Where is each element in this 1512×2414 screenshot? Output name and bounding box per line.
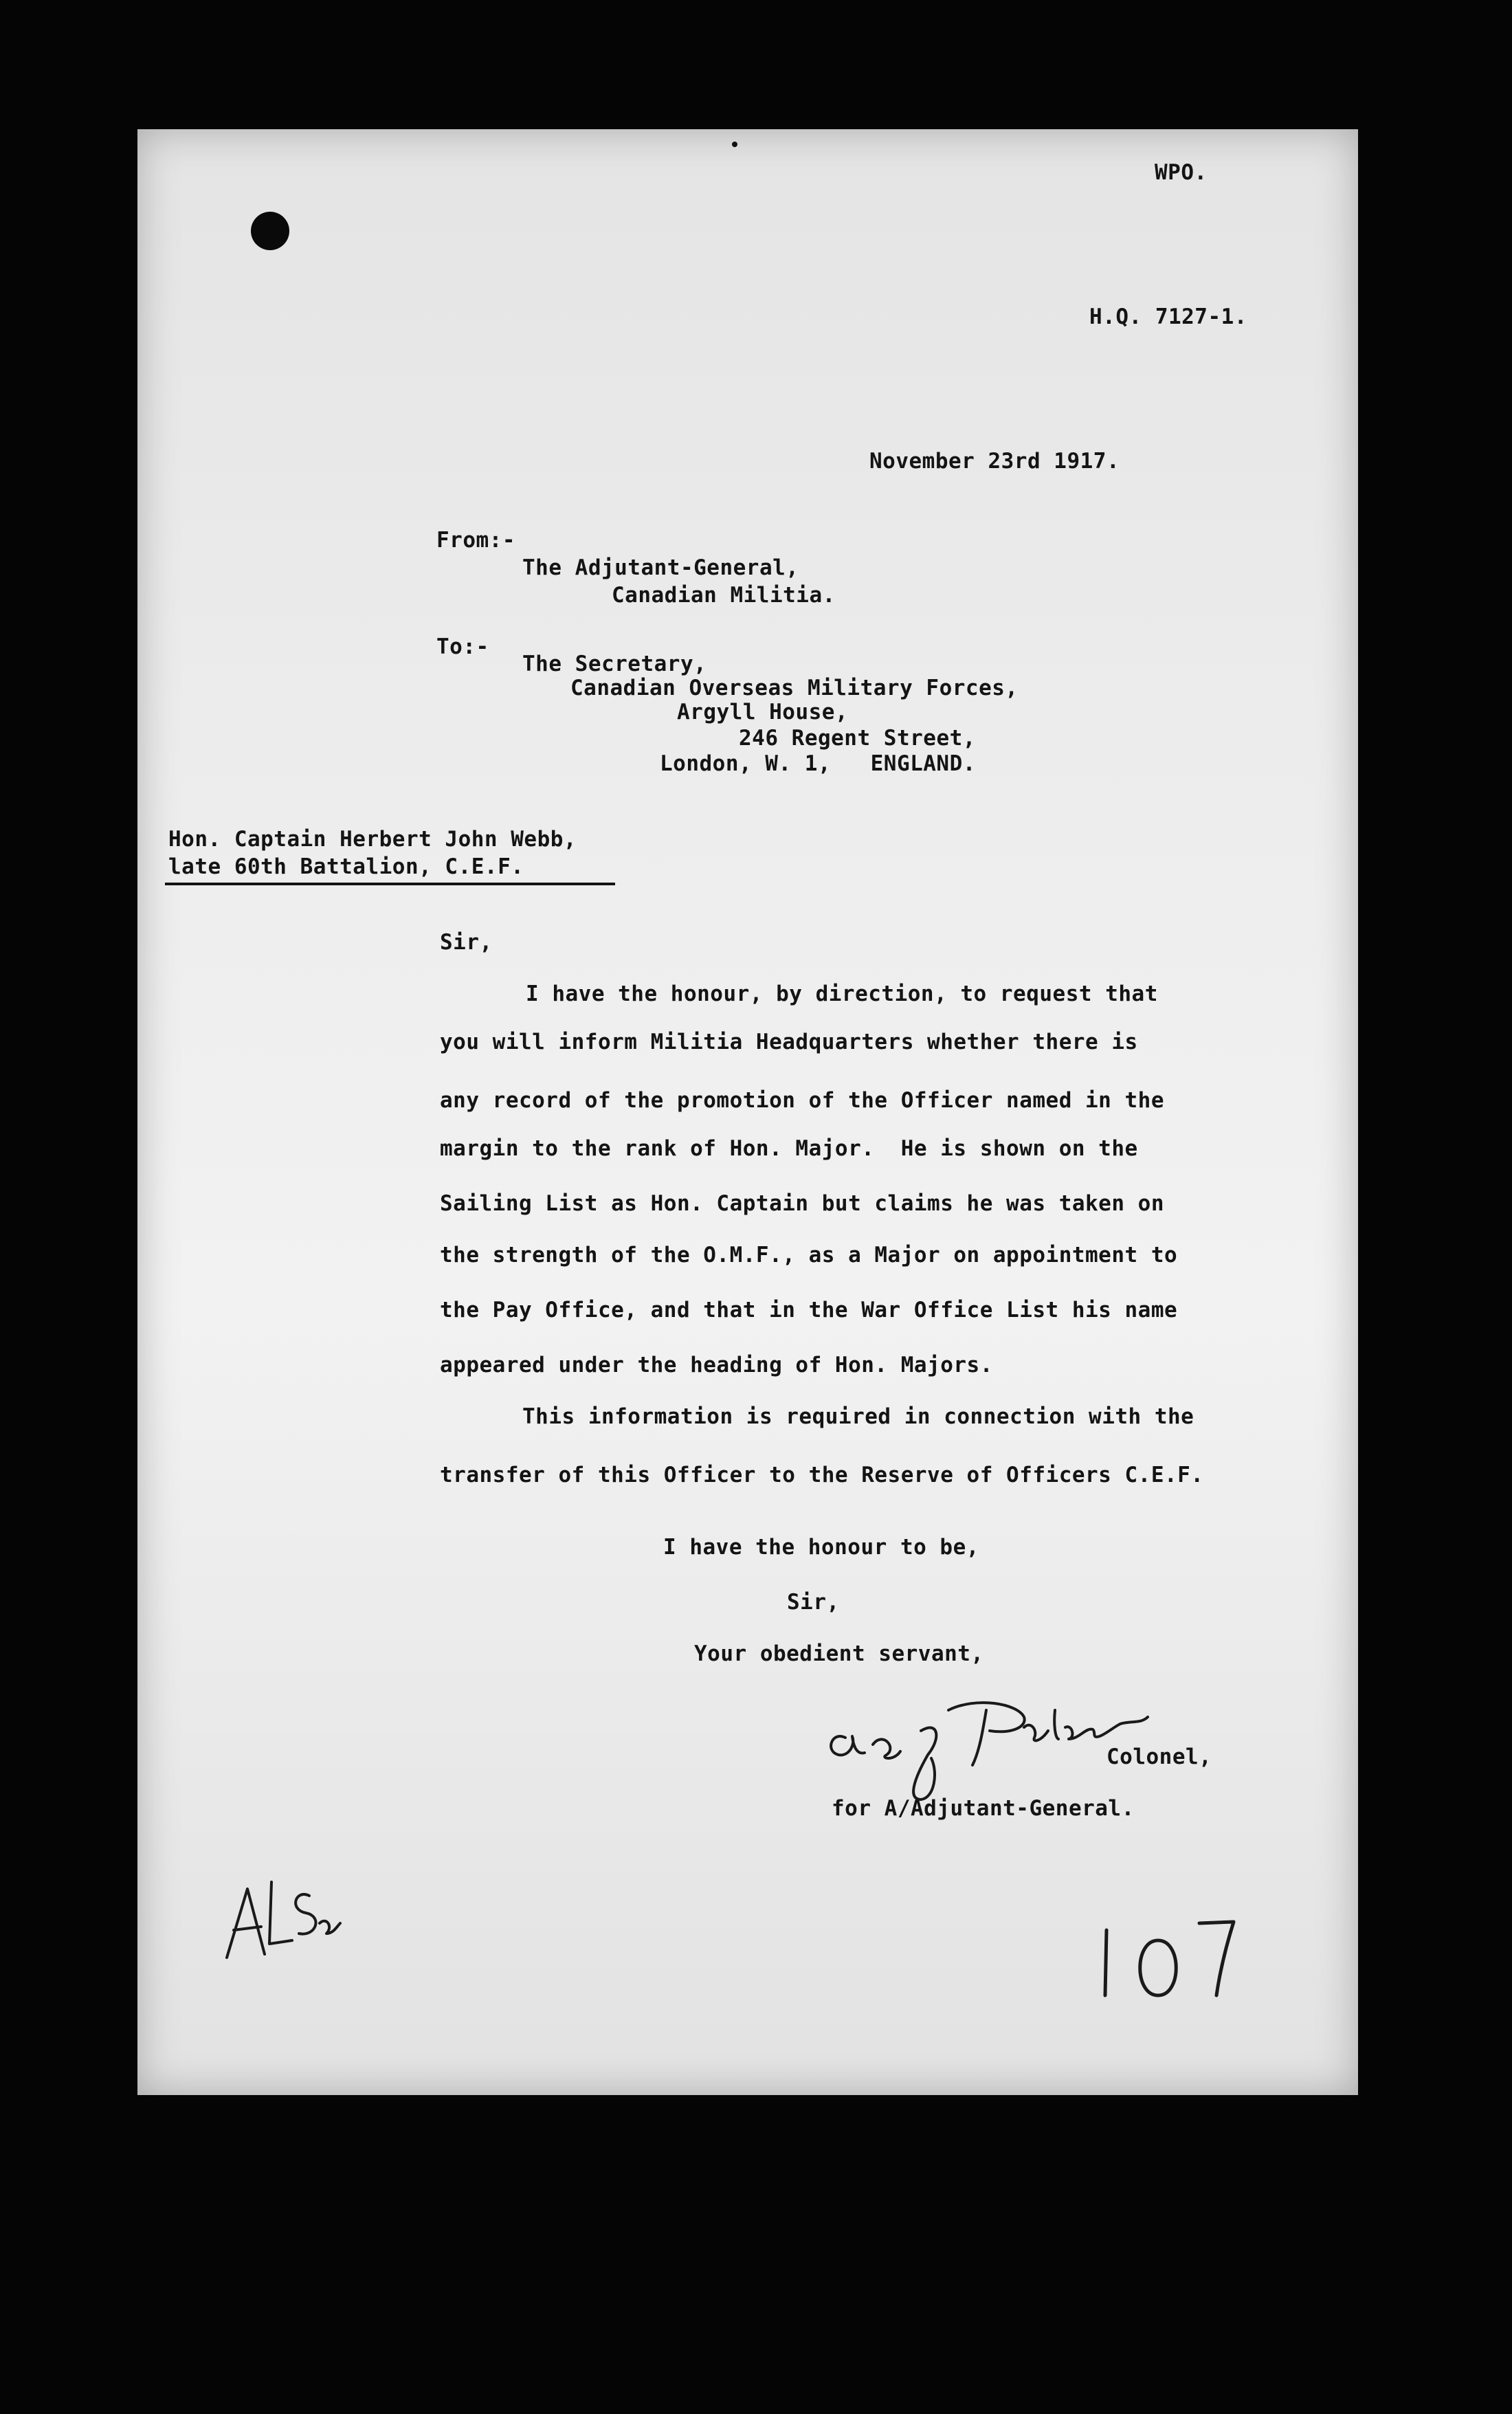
body-line: any record of the promotion of the Officer named in the <box>440 1088 1164 1113</box>
paragraph-line: transfer of this Officer to the Reserve of Officers C.E.F. <box>440 1463 1204 1487</box>
ink-dot <box>732 142 737 147</box>
from-label: From:- <box>436 528 515 553</box>
from-line: The Adjutant-General, <box>522 555 799 580</box>
margin-underline <box>165 883 615 885</box>
file-reference: WPO. <box>1155 160 1208 185</box>
hq-reference: H.Q. 7127-1. <box>1089 304 1247 329</box>
to-line: London, W. 1, ENGLAND. <box>660 751 976 776</box>
body-line: I have the honour, by direction, to request that <box>526 982 1158 1006</box>
closing-line: Your obedient servant, <box>694 1641 984 1666</box>
body-line: the Pay Office, and that in the War Office List his name <box>440 1298 1178 1322</box>
margin-note-line: Hon. Captain Herbert John Webb, <box>168 827 577 852</box>
body-line: the strength of the O.M.F., as a Major on appointment to <box>440 1243 1178 1267</box>
body-line: Sailing List as Hon. Captain but claims he was taken on <box>440 1191 1164 1216</box>
to-line: The Secretary, <box>522 652 707 676</box>
body-line: margin to the rank of Hon. Major. He is shown on the <box>440 1136 1138 1161</box>
handwritten-page-number <box>1086 1909 1265 2006</box>
to-line: Canadian Overseas Military Forces, <box>570 676 1019 700</box>
to-line: Argyll House, <box>677 700 849 724</box>
closing-line: I have the honour to be, <box>663 1535 979 1560</box>
signatory-rank: Colonel, <box>1107 1745 1212 1769</box>
handwritten-initials <box>206 1861 344 1971</box>
body-line: you will inform Militia Headquarters whether there is <box>440 1030 1138 1054</box>
punch-hole <box>251 212 289 250</box>
letter-page <box>137 129 1358 2095</box>
letter-date: November 23rd 1917. <box>869 449 1120 474</box>
signatory-title: for A/Adjutant-General. <box>832 1796 1135 1821</box>
closing-line: Sir, <box>787 1590 840 1615</box>
salutation: Sir, <box>440 930 493 955</box>
to-label: To:- <box>436 634 489 659</box>
paragraph-line: This information is required in connection with the <box>522 1404 1194 1429</box>
margin-note-line: late 60th Battalion, C.E.F. <box>168 854 524 879</box>
to-line: 246 Regent Street, <box>739 726 976 751</box>
body-line: appeared under the heading of Hon. Majors. <box>440 1353 993 1377</box>
from-line: Canadian Militia. <box>612 583 836 608</box>
